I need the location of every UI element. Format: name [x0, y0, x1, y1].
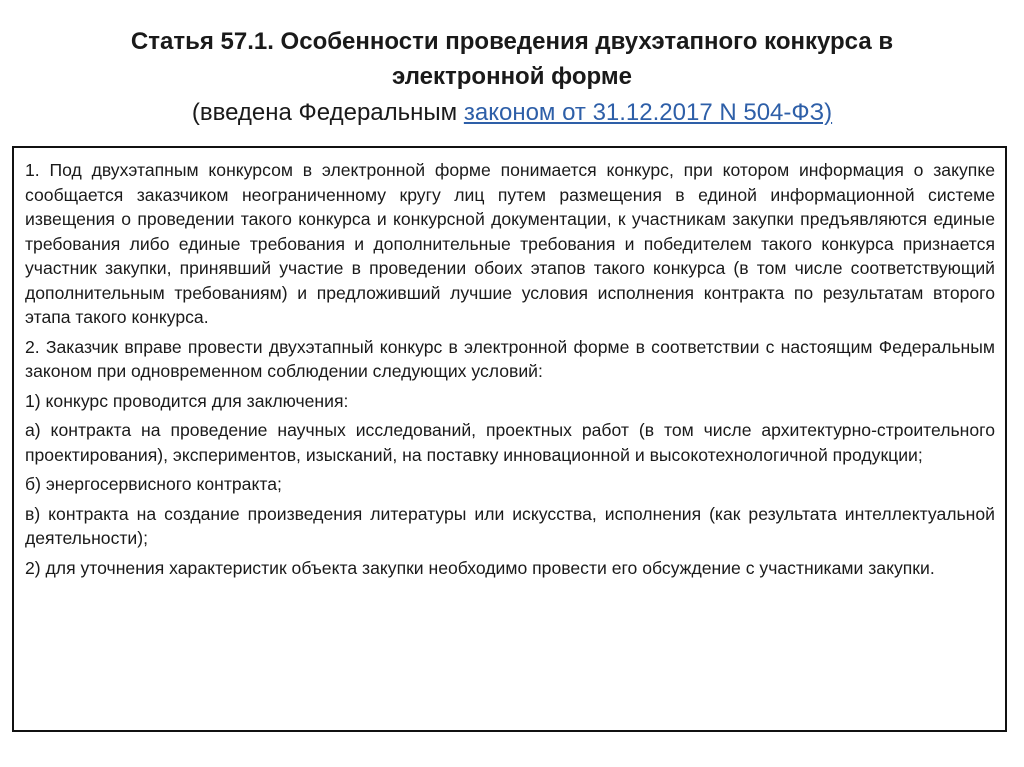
paragraph-condition-2: 2) для уточнения характеристик объекта закупки необходимо провести его обсуждение с участниками закупки.	[25, 557, 935, 578]
paragraph-item-b: б) энергосервисного контракта;	[25, 474, 282, 494]
paragraph-condition-1: 1) конкурс проводится для заключения:	[25, 390, 349, 411]
law-link[interactable]: законом от 31.12.2017 N 504-ФЗ)	[463, 99, 833, 126]
paragraph-2: 2. Заказчик вправе провести двухэтапный конкурс в электронной форме в соответствии с настоящим Федеральным законом при одновременном соблюдении следующих условий:	[25, 336, 995, 381]
article-subtitle	[0, 94, 1024, 132]
paragraph-item-v: в) контракта на создание произведения литературы или искусства, исполнения (как результата интеллектуальной деятельности);	[25, 503, 995, 548]
article-title-line-1: Статья 57.1. Особенности проведения двухэтапного конкурса в	[130, 28, 894, 55]
paragraph-item-a: а) контракта на проведение научных исследований, проектных работ (в том числе архитектурно-строительного проектирования), экспериментов, изысканий, на поставку инновационной и высокотехнологичной продукции;	[25, 420, 995, 465]
paragraph-1: 1. Под двухэтапным конкурсом в электронной форме понимается конкурс, при котором информация о закупке сообщается заказчиком неограниченному кругу лиц путем размещения в единой информационной системе извещения о проведении такого конкурса и конкурсной документации, к участникам закупки предъявляются единые требования либо единые требования и дополнительные требования и победителем такого конкурса признается участник закупки, принявший участие в проведении обоих этапов такого конкурса (в том числе соответствующий дополнительным требованиям) и предложивший лучшие условия исполнения контракта по результатам второго этапа такого конкурса.	[25, 160, 995, 327]
subtitle-prefix: (введена Федеральным	[191, 99, 464, 126]
article-header	[0, 24, 1024, 132]
article-title-line-2: электронной форме	[392, 63, 632, 90]
article-text-box	[12, 146, 1007, 732]
